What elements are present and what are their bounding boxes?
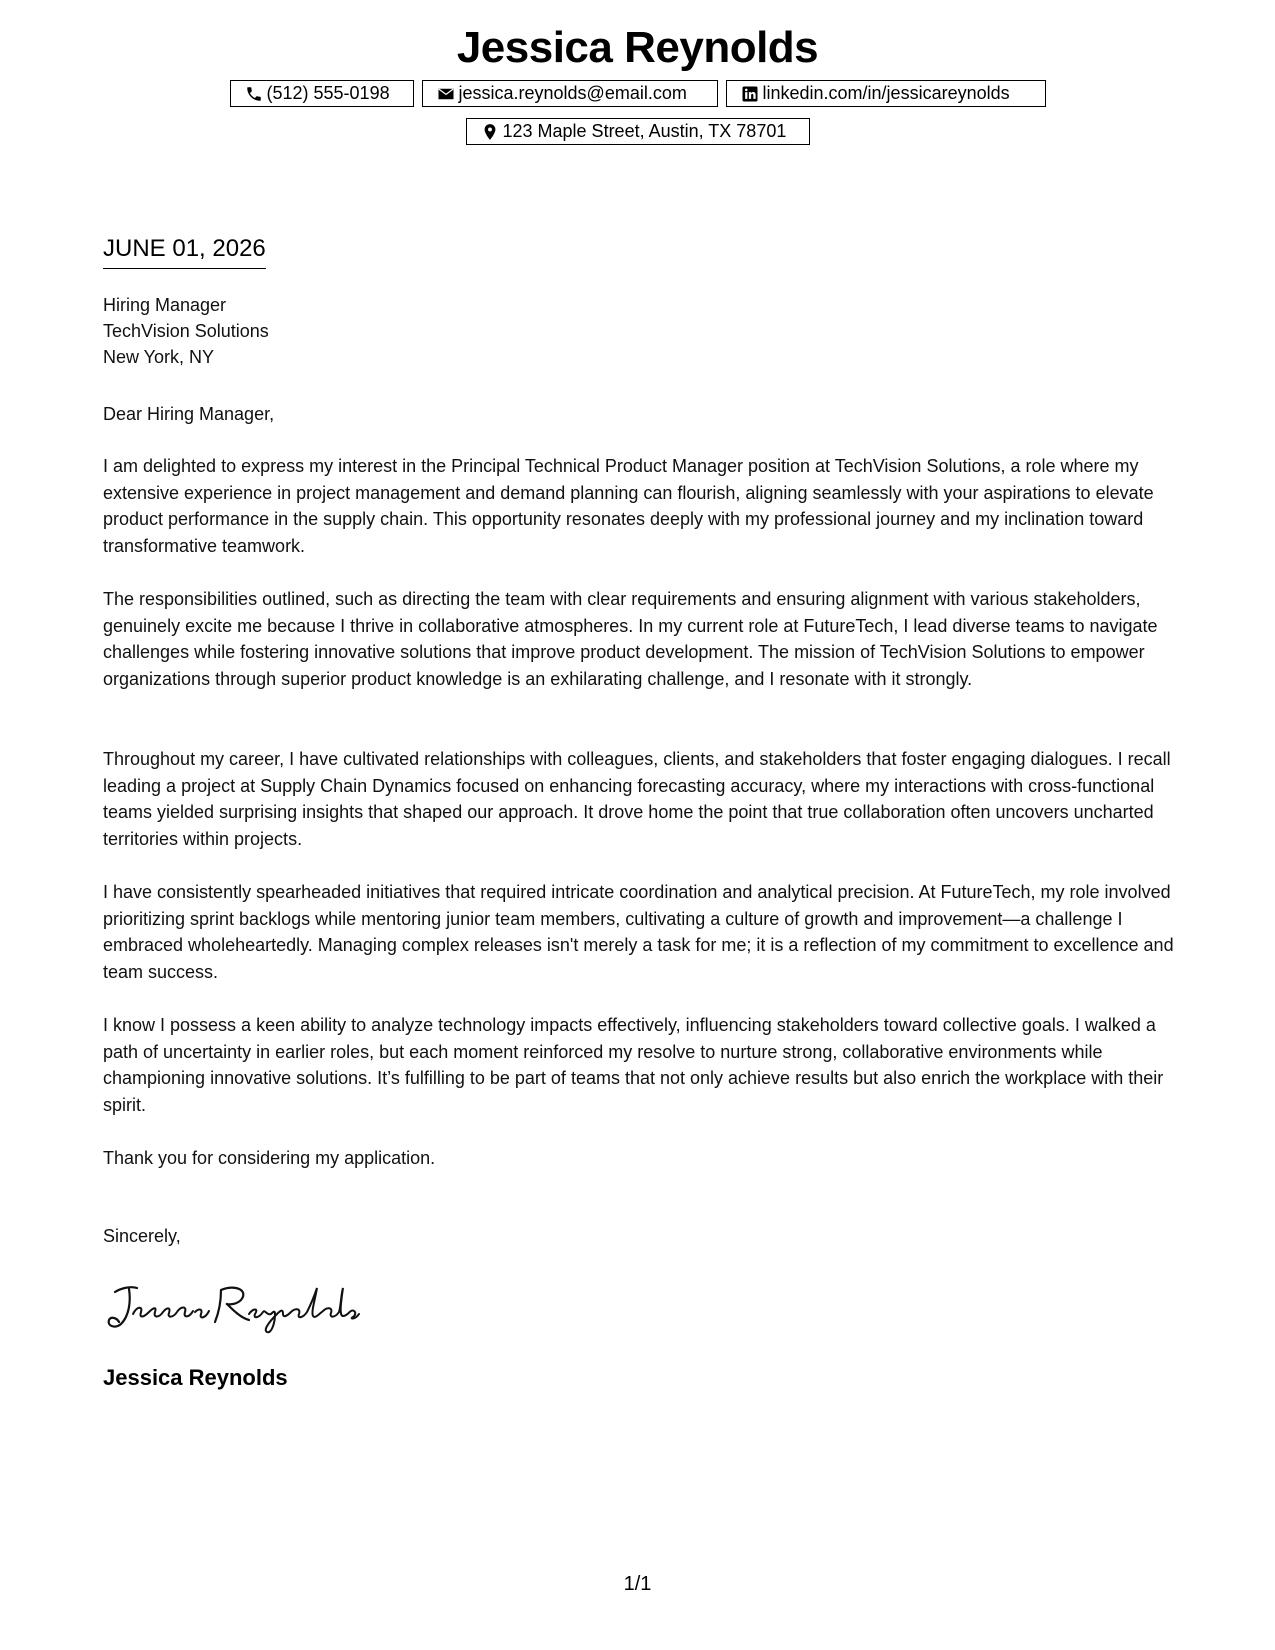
- handwritten-signature: [103, 1276, 363, 1336]
- closing-line: Sincerely,: [103, 1226, 181, 1246]
- contact-row-primary: [0, 80, 1275, 107]
- linkedin-text: linkedin.com/in/jessicareynolds: [762, 83, 1010, 103]
- email-text: jessica.reynolds@email.com: [458, 83, 687, 103]
- phone-contact[interactable]: [230, 80, 414, 107]
- recipient-block: [103, 292, 269, 370]
- body-paragraph: The responsibilities outlined, such as directing the team with clear requirements and ensuring alignment with various stakeholders, genuinely excite me because I thrive in collaborative atmospheres. In my current role at FutureTech, I lead diverse teams to navigate challenges while fostering innovative solutions that improve product development. The mission of TechVision Solutions to empower organizations through superior product knowledge is an exhilarating challenge, and I resonate with it strongly.: [103, 589, 1158, 689]
- linkedin-icon: [741, 85, 759, 103]
- address-text: 123 Maple Street, Austin, TX 78701: [502, 121, 787, 141]
- body-paragraph: I am delighted to express my interest in the Principal Technical Product Manager position at TechVision Solutions, a role where my extensive experience in project management and demand planning can flourish, aligning seamlessly with your aspirations to elevate product performance in the supply chain. This opportunity resonates deeply with my professional journey and my inclination toward transformative teamwork.: [103, 456, 1154, 556]
- recipient-title: Hiring Manager: [103, 295, 227, 315]
- body-paragraph: I have consistently spearheaded initiatives that required intricate coordination and analytical precision. At FutureTech, my role involved prioritizing sprint backlogs while mentoring junior team members, cultivating a culture of growth and improvement—a challenge I embraced wholeheartedly. Managing complex releases isn't merely a task for me; it is a reflection of my commitment to excellence and team success.: [103, 882, 1174, 982]
- linkedin-contact[interactable]: [726, 80, 1046, 107]
- letter-date: JUNE 01, 2026: [103, 234, 266, 269]
- envelope-icon: [437, 85, 455, 103]
- salutation: Dear Hiring Manager,: [103, 404, 275, 424]
- page-number: 1/1: [623, 1573, 652, 1595]
- address-contact: [466, 118, 810, 145]
- recipient-location: New York, NY: [103, 347, 215, 367]
- recipient-company: TechVision Solutions: [103, 321, 269, 341]
- thank-you-line: Thank you for considering my application.: [103, 1148, 436, 1168]
- phone-text: (512) 555-0198: [266, 83, 390, 103]
- body-paragraph: Throughout my career, I have cultivated relationships with colleagues, clients, and stakeholders that foster engaging dialogues. I recall leading a project at Supply Chain Dynamics focused on enhancing forecasting accuracy, where my interactions with cross-functional teams yielded surprising insights that shaped our approach. It drove home the point that true collaboration often uncovers uncharted territories within projects.: [103, 749, 1171, 849]
- map-pin-icon: [481, 123, 499, 141]
- contact-row-secondary: [0, 118, 1275, 145]
- phone-icon: [245, 85, 263, 103]
- email-contact[interactable]: [422, 80, 718, 107]
- applicant-name: Jessica Reynolds: [456, 23, 819, 72]
- signer-name: Jessica Reynolds: [103, 1365, 288, 1390]
- body-paragraph: I know I possess a keen ability to analyze technology impacts effectively, influencing stakeholders toward collective goals. I walked a path of uncertainty in earlier roles, but each moment reinforced my resolve to nurture strong, collaborative environments while championing innovative solutions. It’s fulfilling to be part of teams that not only achieve results but also enrich the workplace with their spirit.: [103, 1015, 1164, 1115]
